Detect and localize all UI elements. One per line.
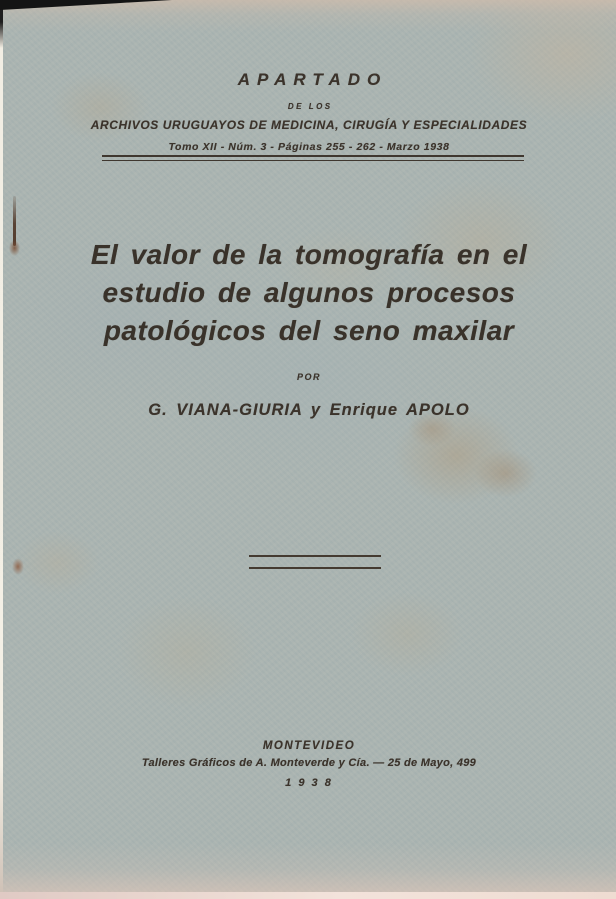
middle-double-rule	[249, 555, 381, 569]
scan-bottom-edge	[0, 892, 616, 899]
byline-por: POR	[296, 372, 321, 382]
paper-cover	[2, 0, 616, 893]
scan-left-edge	[0, 0, 3, 899]
header-apartado: APARTADO	[237, 70, 388, 89]
header-series-title: ARCHIVOS URUGUAYOS DE MEDICINA, CIRUGÍA Y ESPECIALIDADES	[90, 118, 528, 132]
title-line-3: patológicos del seno maxilar	[103, 315, 515, 346]
title-line-1: El valor de la tomografía en el	[90, 239, 528, 270]
byline-authors: G. VIANA-GIURIA y Enrique APOLO	[148, 401, 470, 419]
imprint-year: 1 9 3 8	[285, 777, 333, 789]
imprint-city: MONTEVIDEO	[262, 740, 356, 752]
header-de-los: DE LOS	[287, 102, 333, 111]
paper-stain	[12, 558, 24, 575]
header-double-rule	[102, 155, 524, 161]
staple-defect-blob	[9, 240, 20, 256]
header-issue-info: Tomo XII - Núm. 3 - Páginas 255 - 262 - Marzo 1938	[168, 141, 450, 153]
staple-defect-mark	[13, 196, 16, 246]
document-title	[2, 236, 616, 350]
title-line-2: estudio de algunos procesos	[102, 277, 516, 308]
imprint-printer: Talleres Gráficos de A. Monteverde y Cía. — 25 de Mayo, 499	[141, 757, 477, 769]
